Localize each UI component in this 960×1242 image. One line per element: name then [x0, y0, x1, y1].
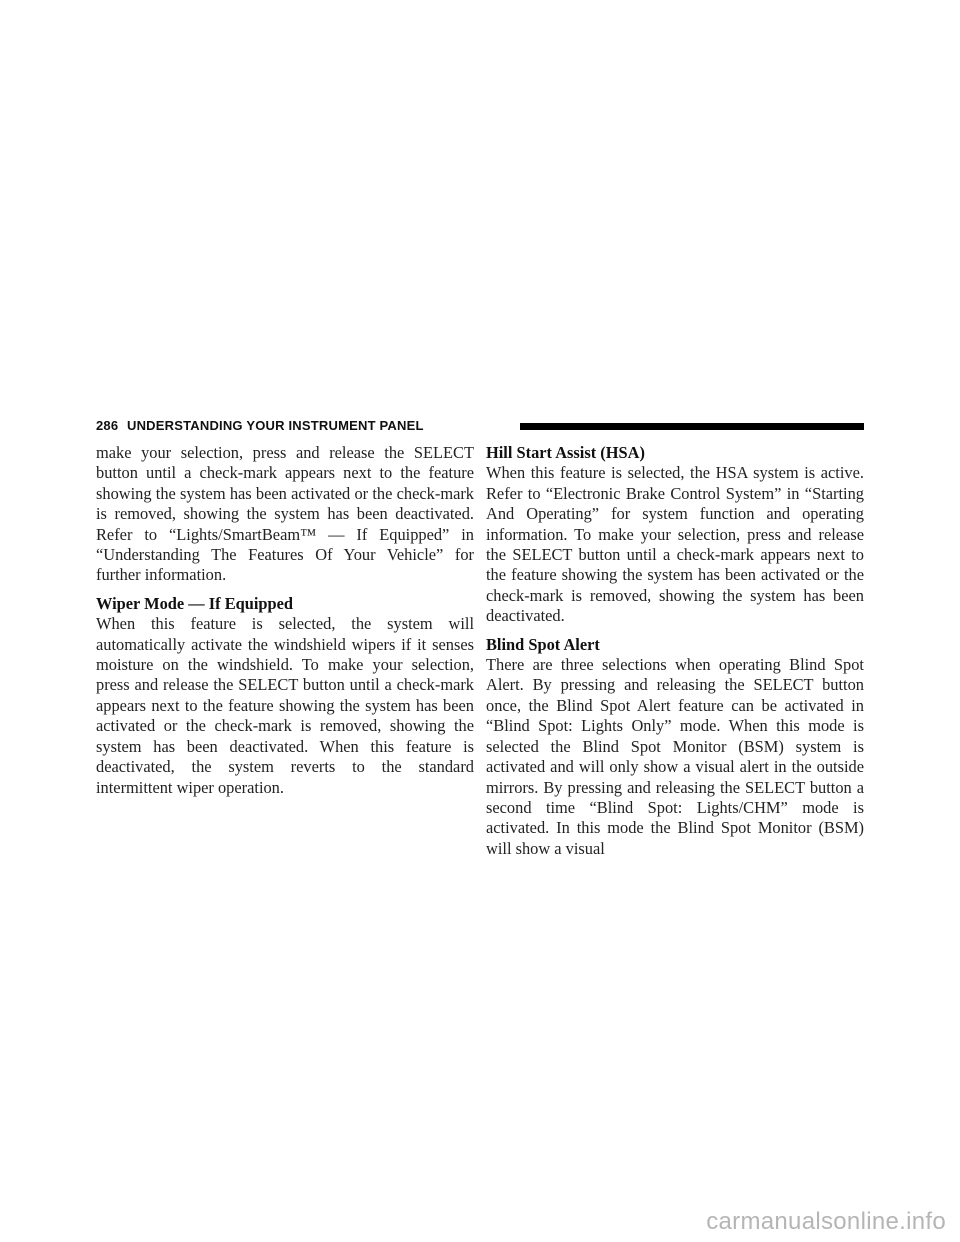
section-title: UNDERSTANDING YOUR INSTRUMENT PANEL [127, 418, 424, 433]
intro-paragraph: make your selection, press and release the SELECT button until a check-mark appears next to the feature showing the system has been activated or the check-mark is removed, showing the system has been deactivated. Refer to “Lights/SmartBeam™ — If Equipped” in “Understanding The Features Of Your Vehicle” for further information. [96, 443, 474, 585]
watermark-text: carmanualsonline.info [706, 1208, 946, 1235]
left-column [96, 443, 474, 798]
page-header [96, 416, 864, 438]
hsa-heading: Hill Start Assist (HSA) [486, 443, 645, 462]
wiper-mode-paragraph: When this feature is selected, the system will automatically activate the windshield wipers if it senses moisture on the windshield. To make your selection, press and release the SELECT button until a check-mark appears next to the feature showing the system has been activated or the check-mark is removed, showing the system has been deactivated. When this feature is deactivated, the system reverts to the standard intermittent wiper operation. [96, 614, 474, 797]
blind-spot-alert-heading: Blind Spot Alert [486, 634, 600, 654]
page-number: 286 [96, 418, 119, 433]
wiper-mode-heading: Wiper Mode — If Equipped [96, 593, 294, 613]
hsa-paragraph: When this feature is selected, the HSA system is active. Refer to “Electronic Brake Control System” in “Starting And Operating” for system function and operating information. To make your selection, press and release the SELECT button until a check-mark appears next to the feature showing the system has been activated or the check-mark is removed, showing the system has been deactivated. [486, 463, 864, 626]
header-rule [520, 423, 864, 430]
right-column [486, 443, 864, 859]
blind-spot-alert-paragraph: There are three selections when operating Blind Spot Alert. By pressing and releasing the SELECT button once, the Blind Spot Alert feature can be activated in “Blind Spot: Lights Only” mode. When this mode is selected the Blind Spot Monitor (BSM) system is activated and will only show a visual alert in the outside mirrors. By pressing and releasing the SELECT button a second time “Blind Spot: Lights/CHM” mode is activated. In this mode the Blind Spot Monitor (BSM) will show a visual [486, 655, 864, 858]
